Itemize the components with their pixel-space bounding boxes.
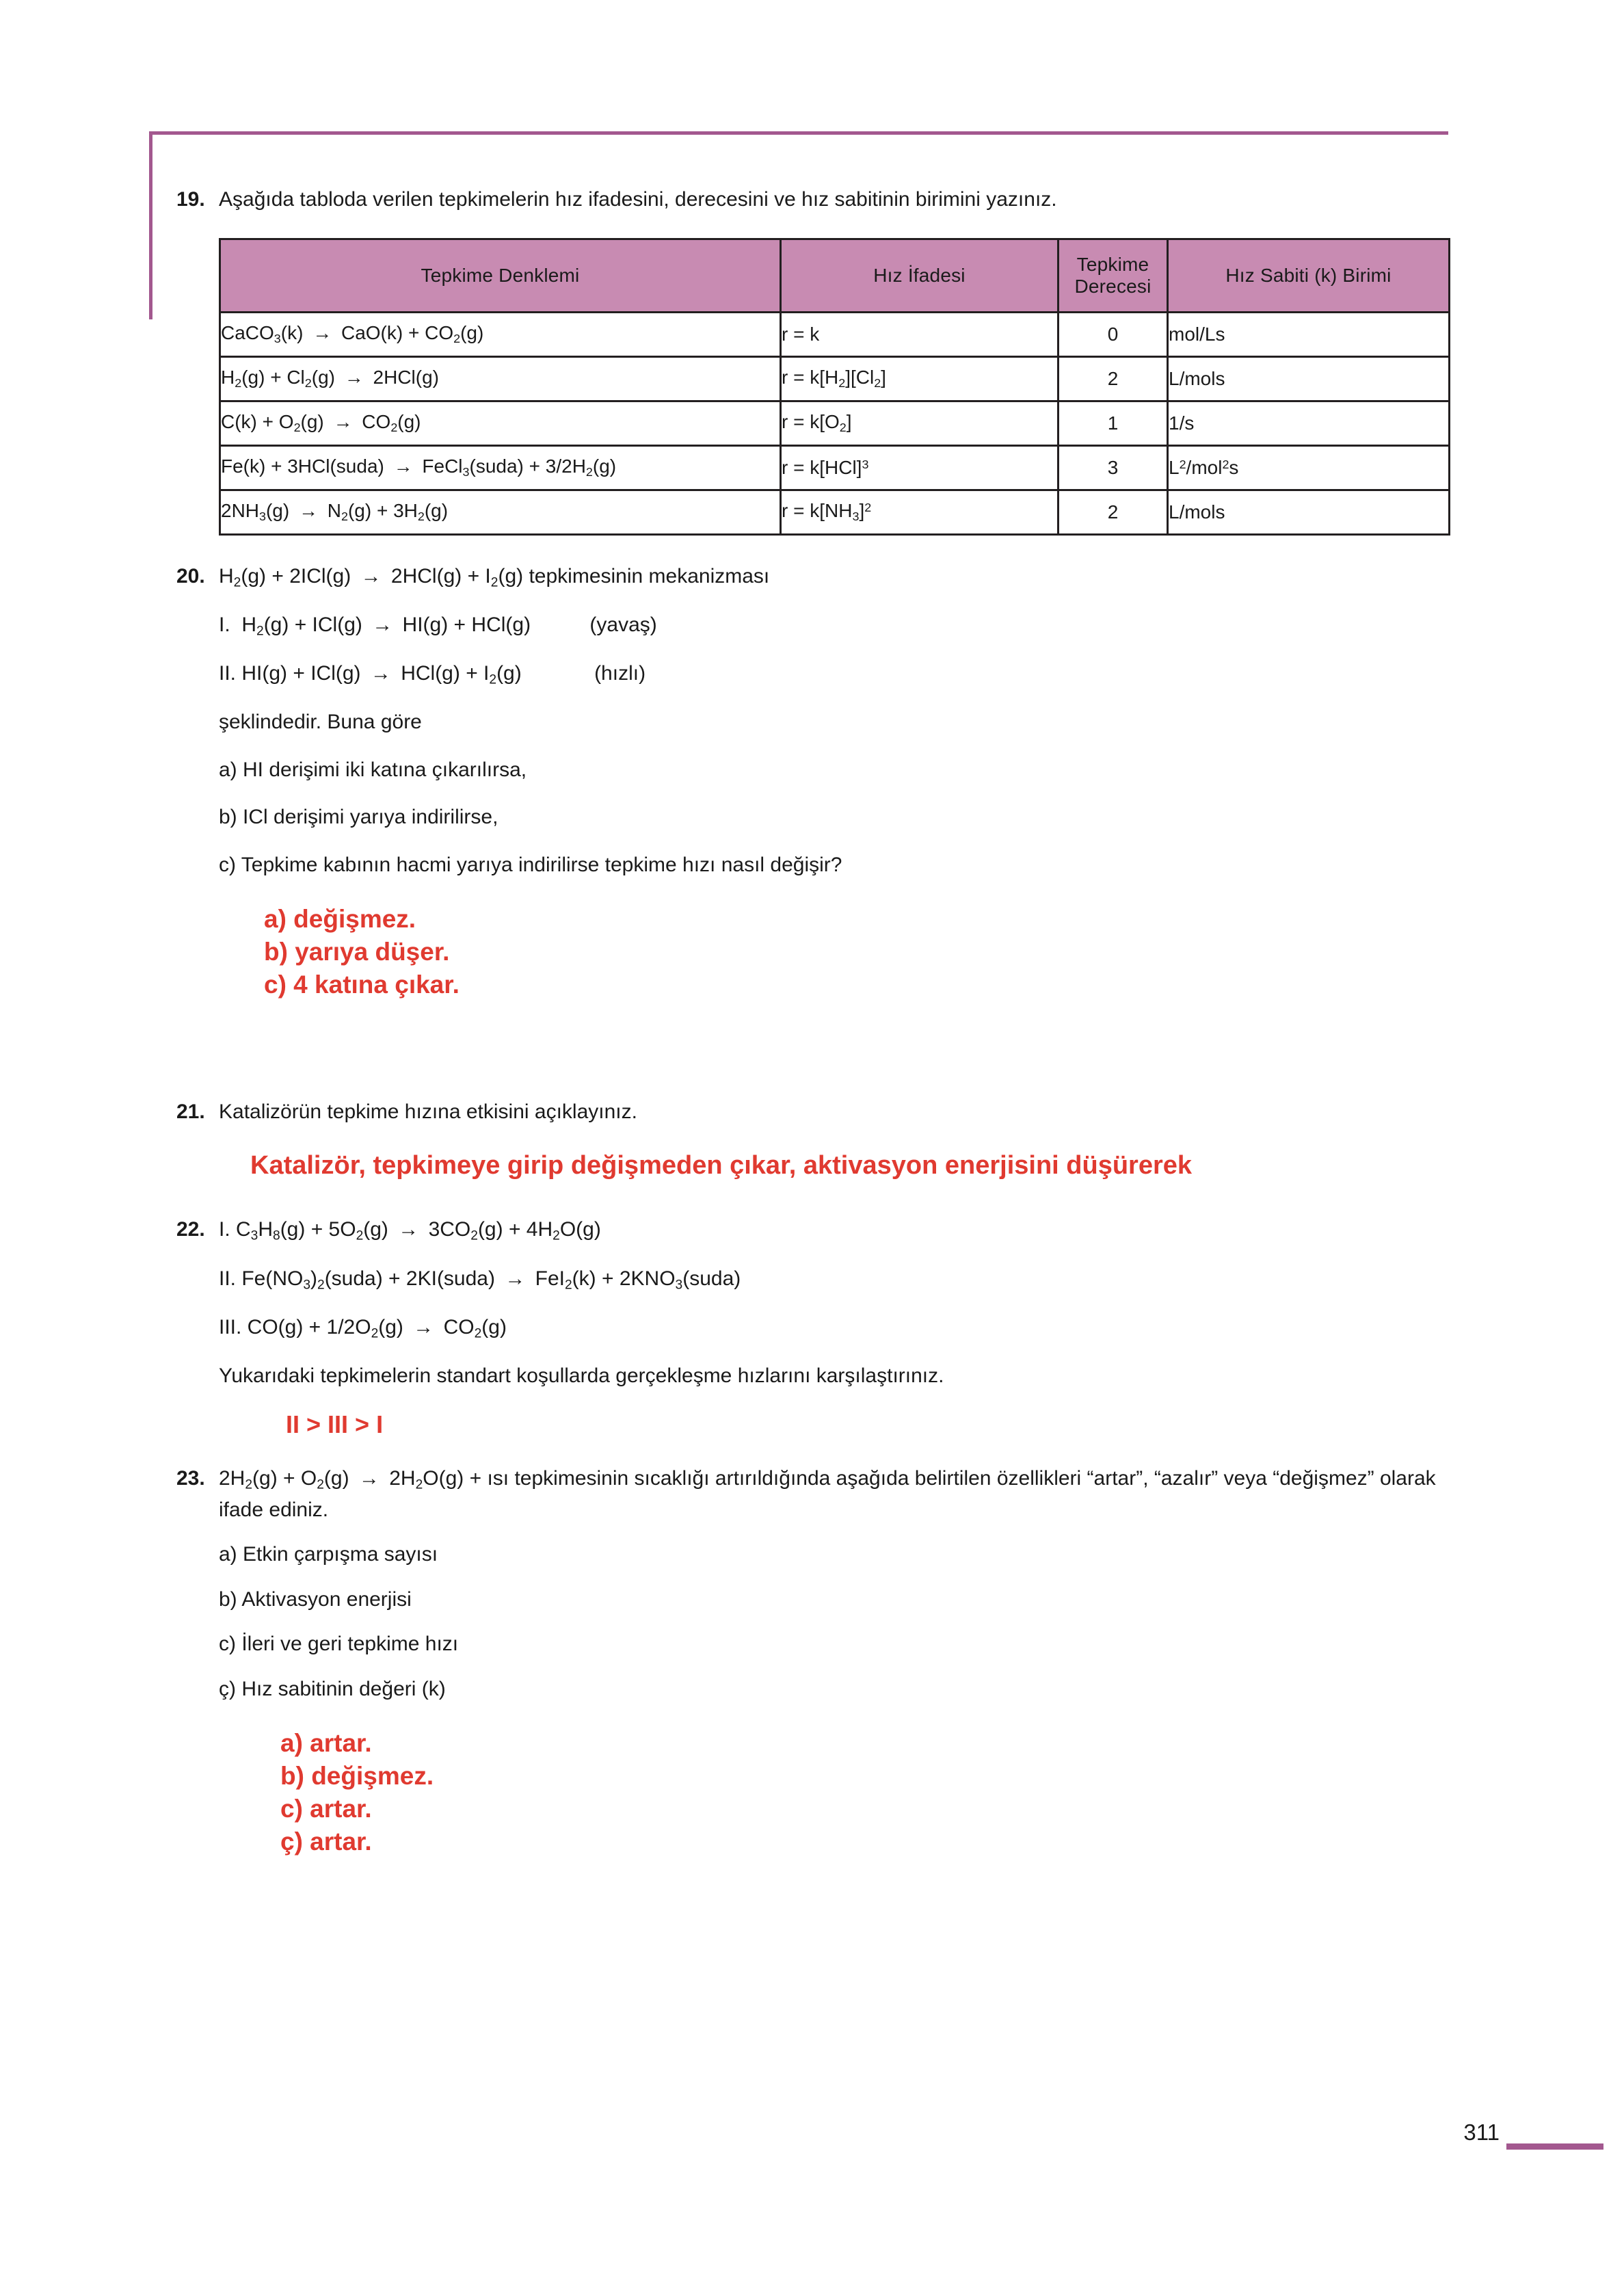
cell-rate-expression: r = k[HCl]$^3$ (781, 445, 1059, 490)
question-20-answer (264, 903, 1448, 1001)
column-header-reaction-order: Tepkime Derecesi (1059, 239, 1168, 312)
cell-equation: $2NH_3(g) \to N_2(g) + 3H_2(g)$ (220, 490, 781, 534)
cell-rate-constant-unit: L/mols (1168, 490, 1450, 534)
cell-equation: $C(k) + O_2(g) \to CO_2(g)$ (220, 401, 781, 445)
step-2-note: (hızlı) (594, 661, 646, 685)
reaction-rate-table (219, 238, 1450, 536)
page-number: 311 (1463, 2120, 1500, 2145)
question-23-prompt: $2H_2(g) + O_2(g) \to 2H_2O(g)$ + ısı tepkimesinin sıcaklığı artırıldığında aşağıda belirtilen özellikleri “artar”, “azalır” veya “değişmez” olarak ifade ediniz. (219, 1467, 1436, 1521)
question-22-item-1: I. $C_3H_8(g) + 5O_2(g) \to 3CO_2(g) + 4H_2O(g)$ (219, 1218, 601, 1243)
table-header-row (220, 239, 1450, 312)
question-22-lead: Yukarıdaki tepkimelerin standart koşullarda gerçekleşme hızlarını karşılaştırınız. (219, 1364, 944, 1388)
question-22-number: 22. (176, 1218, 205, 1241)
question-21-prompt: Katalizörün tepkime hızına etkisini açıklayınız. (219, 1100, 637, 1124)
question-20-step-1: I. $H_2(g) + ICl(g) \to HI(g) + HCl(g)$ (yavaş) (219, 613, 657, 639)
question-22-heading (176, 1215, 1448, 1245)
question-23-answer-a: a) artar. (280, 1729, 372, 1758)
cell-reaction-order: 2 (1059, 356, 1168, 401)
question-23-item-b: b) Aktivasyon enerjisi (219, 1587, 412, 1611)
question-21-number: 21. (176, 1100, 205, 1124)
cell-rate-constant-unit: L/mols (1168, 356, 1450, 401)
question-23-item-c: c) İleri ve geri tepkime hızı (219, 1633, 459, 1656)
question-20-number: 20. (176, 564, 205, 588)
cell-rate-expression: r = k (781, 312, 1059, 356)
column-header-equation: Tepkime Denklemi (220, 239, 781, 312)
cell-equation: $H_2(g) + Cl_2(g) \to 2HCl(g)$ (220, 356, 781, 401)
table-row (220, 312, 1450, 356)
table-row (220, 356, 1450, 401)
question-22 (176, 1215, 1448, 1440)
question-21-heading (176, 1097, 1448, 1127)
column-header-rate-constant-unit: Hız Sabiti (k) Birimi (1168, 239, 1450, 312)
question-23 (176, 1464, 1448, 1858)
cell-equation: CaCO$_3$(k) → $CaO(k) + CO_2(g)$ (220, 312, 781, 356)
cell-reaction-order: 0 (1059, 312, 1168, 356)
question-23-answer-d: ç) artar. (280, 1827, 372, 1856)
question-22-item-3: III. $CO(g) + 1/2O_2(g) \to CO_2(g)$ (219, 1315, 507, 1341)
cell-reaction-order: 3 (1059, 445, 1168, 490)
question-20-answer-c: c) 4 katına çıkar. (264, 971, 460, 999)
question-19-prompt: Aşağıda tabloda verilen tepkimelerin hız ifadesini, derecesini ve hız sabitinin birimini yazınız. (219, 188, 1057, 211)
question-20-item-c: c) Tepkime kabının hacmi yarıya indirilirse tepkime hızı nasıl değişir? (219, 853, 842, 876)
cell-rate-expression: $r = k[O_2]$ (781, 401, 1059, 445)
table-row (220, 490, 1450, 534)
column-header-rate-expression: Hız İfadesi (781, 239, 1059, 312)
question-23-answer-b: b) değişmez. (280, 1762, 434, 1791)
question-23-answer-c: c) artar. (280, 1795, 372, 1823)
cell-rate-constant-unit: $L^2/mol^2s$ (1168, 445, 1450, 490)
table-row (220, 401, 1450, 445)
question-20-answer-b: b) yarıya düşer. (264, 938, 450, 966)
page-content (176, 185, 1448, 1858)
question-23-number: 23. (176, 1467, 205, 1490)
cell-equation: Fe(k) + 3HCl(suda) → FeCl$_3$(suda) + $3/2H_2(g)$ (220, 445, 781, 490)
question-23-answer (280, 1727, 1448, 1858)
question-20-answer-a: a) değişmez. (264, 905, 416, 934)
cell-reaction-order: 2 (1059, 490, 1168, 534)
question-20-item-b: b) ICl derişimi yarıya indirilirse, (219, 806, 498, 829)
question-23-item-d: ç) Hız sabitinin değeri (k) (219, 1677, 446, 1700)
question-21-answer: Katalizör, tepkimeye girip değişmeden çıkar, aktivasyon enerjisini düşürerek (250, 1150, 1193, 1180)
question-21 (176, 1097, 1448, 1183)
question-20-heading (176, 562, 1448, 592)
question-20-item-a: a) HI derişimi iki katına çıkarılırsa, (219, 758, 527, 781)
step-1-note: (yavaş) (589, 613, 657, 636)
question-19 (176, 185, 1448, 536)
cell-reaction-order: 1 (1059, 401, 1168, 445)
cell-rate-expression: $r = k[H_2][Cl_2]$ (781, 356, 1059, 401)
question-20-step-2: II. $HI(g) + ICl(g) \to HCl(g) + I_2(g)$ (hızlı) (219, 661, 646, 687)
decorative-corner-rule-horizontal (149, 131, 1448, 135)
question-22-answer: II > III > I (286, 1410, 384, 1438)
cell-rate-constant-unit: 1/s (1168, 401, 1450, 445)
question-19-number: 19. (176, 188, 205, 211)
question-23-item-a: a) Etkin çarpışma sayısı (219, 1543, 438, 1566)
cell-rate-expression: $r = k[NH_3]^2$ (781, 490, 1059, 534)
question-20-lead: şeklindedir. Buna göre (219, 711, 422, 734)
question-23-heading (176, 1464, 1448, 1525)
decorative-footer-rule (1506, 2143, 1603, 2150)
question-22-item-2: II. $Fe(NO_3)_2(suda)$ + 2KI(suda) → $FeI_2(k) + 2KNO_3(suda)$ (219, 1267, 741, 1292)
question-20-prompt: $H_2(g) + 2ICl(g) \to 2HCl(g) + I_2(g)$ tepkimesinin mekanizması (219, 564, 770, 590)
question-19-heading (176, 185, 1448, 215)
cell-rate-constant-unit: mol/Ls (1168, 312, 1450, 356)
question-20 (176, 562, 1448, 1002)
table-row (220, 445, 1450, 490)
decorative-corner-rule-vertical (149, 131, 152, 319)
